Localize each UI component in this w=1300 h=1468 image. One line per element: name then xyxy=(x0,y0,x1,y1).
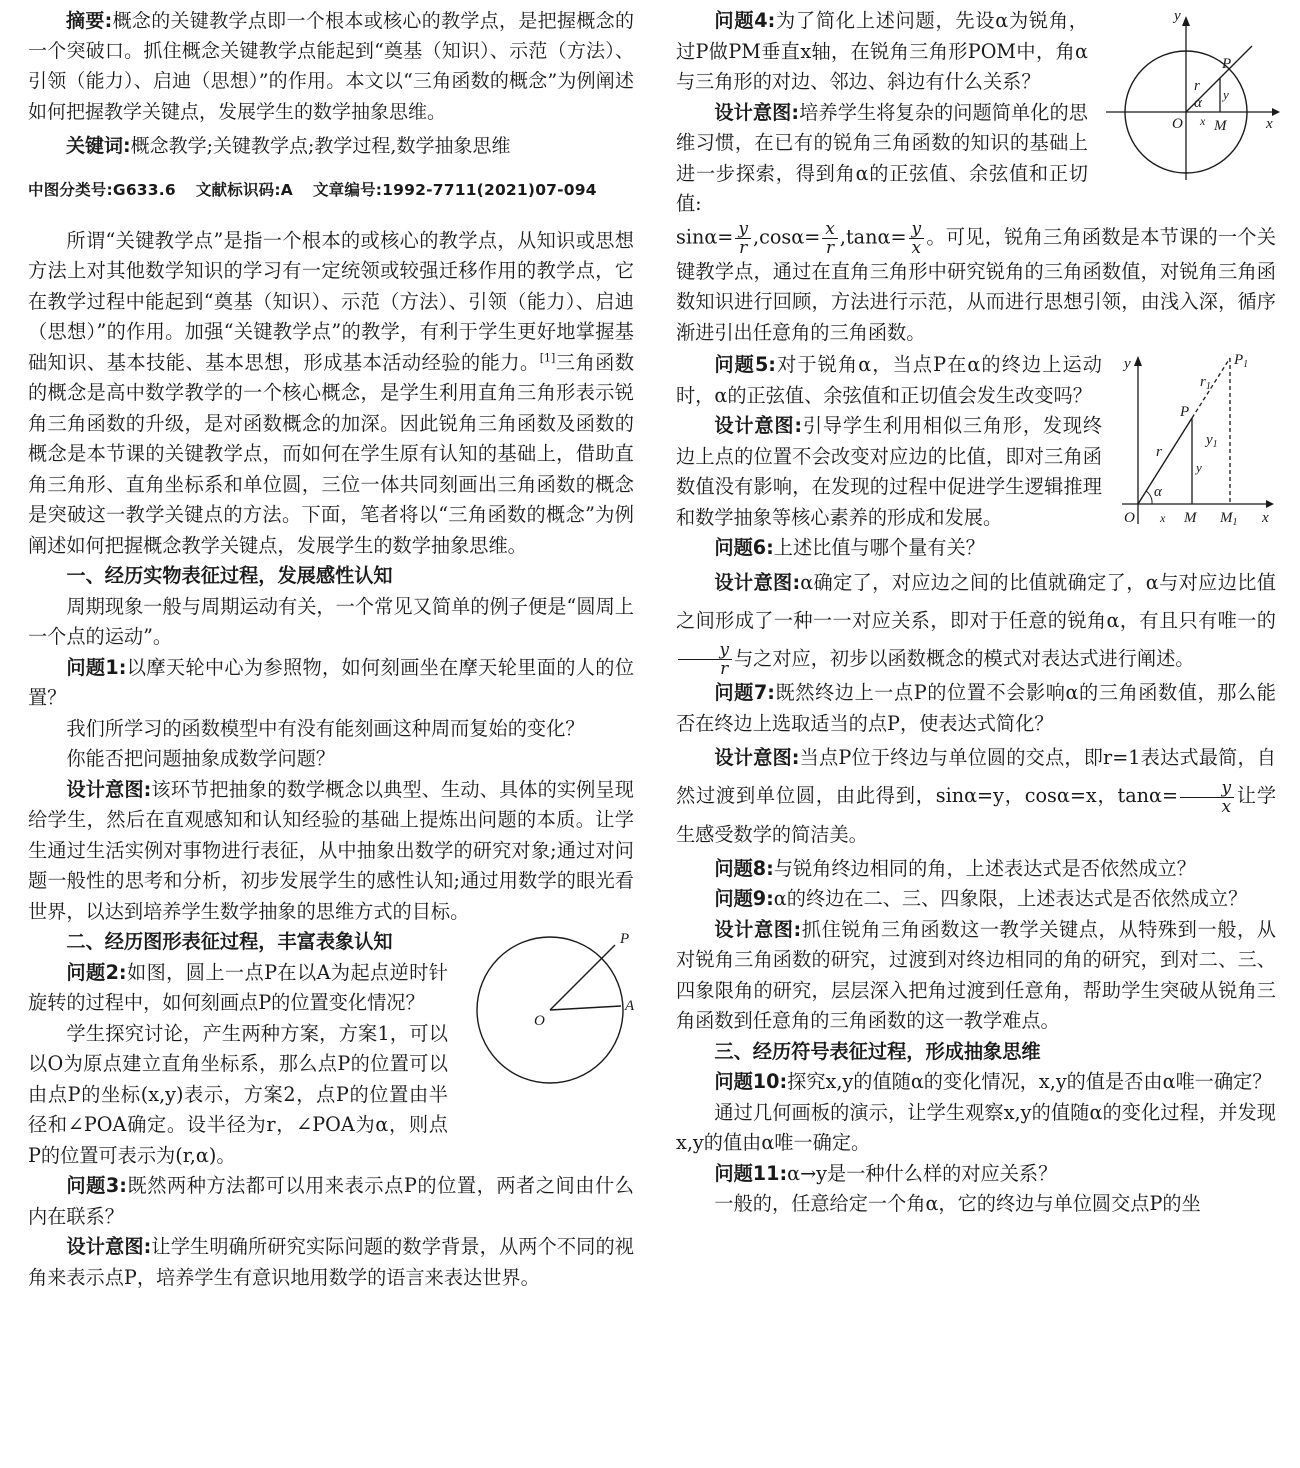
label-O: O xyxy=(1172,116,1183,132)
cos-label: ,cosα= xyxy=(753,225,821,248)
label-P: P xyxy=(1222,56,1232,72)
question-11 xyxy=(676,1159,1276,1190)
design-intent-4b xyxy=(676,220,1276,349)
q2-block xyxy=(28,927,635,1030)
question-1 xyxy=(28,653,634,714)
d5-text: 引导学生利用相似三角形，发现终边上点的位置不会改变对应边的比值，即对三角函数值没有影响，在发现的过程中促进学生逻辑推理和数学抽象等核心素养的形成和发展。 xyxy=(676,414,1103,529)
d6-text-a: α确定了，对应边之间的比值就确定了，α与对应边比值之间形成了一种一一对应关系，即对于任意的锐角α，有且只有唯一的 xyxy=(676,570,1276,632)
label-M: M xyxy=(1214,118,1227,134)
d3-text: 让学生明确所研究实际问题的数学背景，从两个不同的视角来表示点P，培养学生有意识地用数学的语言来表达世界。 xyxy=(28,1235,634,1289)
d4-text-a: 培养学生将复杂的问题简单化的思维习惯，在已有的锐角三角函数的知识的基础上进一步探索，得到角α的正弦值、余弦值和正切值: xyxy=(676,100,1088,215)
q1-text: 以摩天轮中心为参照物，如何刻画坐在摩天轮里面的人的位置？ xyxy=(28,655,635,710)
label-O: O xyxy=(534,1013,545,1030)
q2-discussion xyxy=(28,1019,448,1172)
label-A: A xyxy=(625,998,635,1015)
design-intent-3 xyxy=(28,1232,634,1293)
label-y-side: y xyxy=(1223,87,1229,102)
radius-oa xyxy=(550,1006,621,1010)
design-intent-4a xyxy=(676,98,1088,220)
frac-den: r xyxy=(720,659,729,679)
q1-followup-1: 我们所学习的函数模型中有没有能刻画这种周而复始的变化？ xyxy=(66,716,585,740)
radius-op xyxy=(550,945,615,1010)
q5-label: 问题5: xyxy=(714,353,776,376)
keywords-label: 关键词: xyxy=(66,134,131,157)
design-intent-7 xyxy=(676,739,1276,854)
tan-label: ,tanα= xyxy=(839,225,907,248)
q2-text: 如图，圆上一点P在以A为起点逆时针旋转的过程中，如何刻画点P的位置变化情况？ xyxy=(28,960,448,1015)
frac-num: y xyxy=(1180,779,1234,798)
q6-label: 问题6: xyxy=(714,536,774,559)
d1-label: 设计意图: xyxy=(66,777,152,801)
label-M1-sub: 1 xyxy=(1232,517,1238,528)
q2-label: 问题2: xyxy=(66,960,127,984)
frac-y-x-2 xyxy=(1180,779,1234,816)
label-x-side: x xyxy=(1200,114,1206,128)
clc-number: 中图分类号:G633.6 xyxy=(28,181,176,200)
q6-text: 上述比值与哪个量有关？ xyxy=(773,536,985,559)
frac-y-r xyxy=(735,220,751,257)
abstract-label: 摘要: xyxy=(66,10,113,32)
q11-discussion: 一般的，任意给定一个角α，它的终边与单位圆交点P的坐 xyxy=(714,1192,1201,1215)
label-y-side: y xyxy=(1196,460,1202,475)
x-axis-arrow xyxy=(1266,500,1274,508)
q5-block xyxy=(676,350,1276,533)
question-4 xyxy=(676,6,1088,98)
q8-text: 与锐角终边相同的角，上述表达式是否依然成立？ xyxy=(773,856,1196,880)
d1-text: 该环节把抽象的数学概念以典型、生动、具体的实例呈现给学生，然后在直观感知和认知经验的基础上提炼出问题的本质。让学生通过生活实例对事物进行表征，从中抽象出数学的研究对象;通过对问题一般性的思考和分析，初步发展学生的感性认知;通过用数学的眼光看世界，以达到培养学生数学抽象的思维方式的目标。 xyxy=(28,777,634,923)
frac-den: x xyxy=(911,237,922,258)
label-x-axis: x xyxy=(1266,116,1273,132)
question-6 xyxy=(676,533,1276,564)
circle-figure xyxy=(464,927,644,1087)
section-heading-3: 三、经历符号表征过程，形成抽象思维 xyxy=(714,1039,1041,1063)
q10-text: 探究x,y的值随α的变化情况，x,y的值是否由α唯一确定？ xyxy=(787,1070,1272,1093)
question-5 xyxy=(676,350,1102,411)
q7-label: 问题7: xyxy=(714,681,775,704)
label-y1-main: y xyxy=(1206,432,1213,448)
d9-text: 抓住锐角三角函数这一教学关键点，从特殊到一般，从对锐角三角函数的研究，过渡到对终边相同的角的研究，到对二、三、四象限角的研究，层层深入把角过渡到任意角，帮助学生突破从锐角三角函数到任意角的三角函数的这一教学难点。 xyxy=(676,917,1276,1032)
y-axis-arrow xyxy=(1134,356,1142,366)
d5-label: 设计意图: xyxy=(714,414,803,437)
d7-text-a: 当点P位于终边与单位圆的交点，即r=1表达式最简，自然过渡到单位圆，由此得到，sinα=y，cosα=x，tanα= xyxy=(676,746,1276,807)
frac-y-x xyxy=(909,220,925,257)
q4-block xyxy=(676,6,1276,220)
q4-text: 为了简化上述问题，先设α为锐角，过P做PM垂直x轴，在锐角三角形POM中，角α与三角形的对边、邻边、斜边有什么关系？ xyxy=(676,9,1088,93)
q10-label: 问题10: xyxy=(714,1070,788,1093)
q9-label: 问题9: xyxy=(714,887,774,910)
d6-text-b: 与之对应，初步以函数概念的模式对表达式进行阐述。 xyxy=(734,646,1195,670)
label-r1-main: r xyxy=(1200,374,1206,390)
frac-den: r xyxy=(739,237,748,258)
label-r: r xyxy=(1156,444,1162,460)
d6-label: 设计意图: xyxy=(714,570,801,594)
frac-den: r xyxy=(826,237,835,258)
d7-label: 设计意图: xyxy=(714,746,800,769)
design-intent-9 xyxy=(676,915,1276,1037)
angle-arc xyxy=(1146,491,1152,504)
label-r: r xyxy=(1194,78,1200,94)
keywords xyxy=(28,131,634,161)
label-r1 xyxy=(1200,374,1211,392)
q4-wrap xyxy=(676,6,1088,220)
classification-line xyxy=(28,175,634,206)
q1-followup-2: 你能否把问题抽象成数学问题？ xyxy=(66,747,336,771)
left-column xyxy=(28,6,634,1293)
question-2 xyxy=(28,958,448,1019)
segment-pp1 xyxy=(1192,358,1230,418)
terminal-side-ext xyxy=(1238,46,1252,60)
citation-ref: [1] xyxy=(539,351,556,365)
intro-text-b: 三角函数的概念是高中数学教学的一个核心概念，是学生利用直角三角形表示锐角三角函数的升级，是对函数概念的加深。因此锐角三角函数及函数的概念是本节课的关键教学点，而如何在学生原有认知的基础上，借助直角三角形、直角坐标系和单位圆，三位一体共同刻画出三角函数的概念是突破这一教学关键点的方法。下面，笔者将以“三角函数的概念”为例阐述如何把握概念教学关键点，发展学生的数学抽象思维。 xyxy=(28,350,635,557)
q7-text: 既然终边上一点P的位置不会影响α的三角函数值，那么能否在终边上选取适当的点P，使表达式简化？ xyxy=(676,681,1276,735)
question-9 xyxy=(676,884,1276,915)
label-P: P xyxy=(620,931,630,948)
label-r1-sub: 1 xyxy=(1205,381,1211,392)
abstract-text: 概念的关键教学点即一个根本或核心的教学点，是把握概念的一个突破口。抓住概念关键教学点能起到“奠基（知识）、示范（方法）、引领（能力）、启迪（思想）”的作用。本文以“三角函数的概念”为例阐述如何把握教学关键点，发展学生的数学抽象思维。 xyxy=(28,10,634,123)
label-y1 xyxy=(1204,432,1218,450)
q8-label: 问题8: xyxy=(714,856,774,880)
y-axis-arrow xyxy=(1182,16,1190,26)
label-x-side: x xyxy=(1160,511,1166,525)
label-x-axis: x xyxy=(1262,510,1269,526)
label-M1-main: M xyxy=(1220,510,1233,526)
abstract xyxy=(28,6,634,127)
q10-discussion: 通过几何画板的演示，让学生观察x,y的值随α的变化过程，并发现x,y的值由α唯一确定。 xyxy=(676,1100,1276,1154)
q5-text: 对于锐角α，当点P在α的终边上运动时，α的正弦值、余弦值和正切值会发生改变吗？ xyxy=(676,353,1102,407)
label-y1-sub: 1 xyxy=(1212,439,1218,450)
label-M1 xyxy=(1219,510,1238,528)
d3-label: 设计意图: xyxy=(66,1235,152,1259)
question-3 xyxy=(28,1171,634,1232)
q3-label: 问题3: xyxy=(66,1174,127,1198)
q4-label: 问题4: xyxy=(714,9,776,32)
design-intent-5 xyxy=(676,411,1102,533)
similar-triangles-figure xyxy=(1116,350,1276,530)
section1-paragraph: 周期现象一般与周期运动有关，一个常见又简单的例子便是“圆周上一个点的运动”。 xyxy=(28,594,634,649)
frac-den: x xyxy=(1221,796,1232,817)
section-heading-1: 一、经历实物表征过程，发展感性认知 xyxy=(66,564,393,588)
design-intent-1 xyxy=(28,775,634,928)
q2-wrap xyxy=(28,958,448,1019)
intro-paragraph xyxy=(28,226,634,562)
d9-label: 设计意图: xyxy=(714,917,802,941)
q2-discussion-text: 学生探究讨论，产生两种方案，方案1，可以以O为原点建立直角坐标系，那么点P的位置可以由点P的坐标(x,y)表示，方案2，点P的位置由半径和∠POA确定。设半径为r，∠POA为α，则点P的位置可表示为(r,α)。 xyxy=(28,1021,448,1167)
design-intent-6 xyxy=(676,564,1276,679)
document-code: 文献标识码:A xyxy=(195,181,293,200)
intro-text-a: 所谓“关键教学点”是指一个根本的或核心的教学点，从知识或思想方法上对其他数学知识的学习有一定统领或较强迁移作用的教学点，它在教学过程中能起到“奠基（知识）、示范（方法）、引领（能力）、启迪（思想）”的作用。加强“关键教学点”的教学，有利于学生更好地掌握基础知识、基本技能、基本思想，形成基本活动经验的能力。 xyxy=(28,228,634,374)
question-10 xyxy=(676,1067,1276,1098)
frac-y-r-2 xyxy=(678,641,732,678)
label-M: M xyxy=(1184,510,1197,526)
q1-label: 问题1: xyxy=(66,655,127,679)
d4-text-b: 。可见，锐角三角函数是本节课的一个关键教学点，通过在直角三角形中研究锐角的三角函数值，对锐角三角函数知识进行回顾，方法进行示范，从而进行思想引领，由浅入深，循序渐进引出任意角的三角函数。 xyxy=(676,225,1276,344)
section-heading-2: 二、经历图形表征过程，丰富表象认知 xyxy=(66,930,393,954)
label-P1-main: P xyxy=(1234,352,1244,368)
right-column xyxy=(676,6,1276,1220)
d4-label: 设计意图: xyxy=(714,100,800,124)
x-axis-arrow xyxy=(1272,108,1280,116)
unit-circle-figure xyxy=(1100,6,1280,181)
frac-num: y xyxy=(678,641,732,660)
keywords-text: 概念教学;关键教学点;教学过程,数学抽象思维 xyxy=(130,134,511,157)
frac-num: y xyxy=(735,220,751,239)
label-y-axis: y xyxy=(1124,356,1131,372)
label-y-axis: y xyxy=(1174,8,1181,24)
label-alpha: α xyxy=(1194,95,1202,111)
q5-wrap xyxy=(676,350,1102,533)
label-P: P xyxy=(1180,404,1190,420)
q3-text: 既然两种方法都可以用来表示点P的位置，两者之间由什么内在联系？ xyxy=(28,1174,634,1228)
sin-label: sinα= xyxy=(676,225,734,248)
label-P1-sub: 1 xyxy=(1243,359,1249,370)
frac-num: y xyxy=(909,220,925,239)
label-alpha: α xyxy=(1154,484,1162,500)
q11-label: 问题11: xyxy=(714,1161,788,1185)
article-number: 文章编号:1992-7711(2021)07-094 xyxy=(312,181,597,200)
question-8 xyxy=(676,854,1276,885)
q9-text: α的终边在二、三、四象限，上述表达式是否依然成立？ xyxy=(773,887,1248,910)
question-7 xyxy=(676,678,1276,739)
q11-text: α→y是一种什么样的对应关系？ xyxy=(787,1161,1058,1185)
d7-text-b: 让学生感受数学的简洁美。 xyxy=(676,784,1277,846)
frac-x-r xyxy=(822,220,838,257)
label-O: O xyxy=(1124,510,1135,526)
frac-num: x xyxy=(822,220,838,239)
label-P1 xyxy=(1233,352,1248,370)
